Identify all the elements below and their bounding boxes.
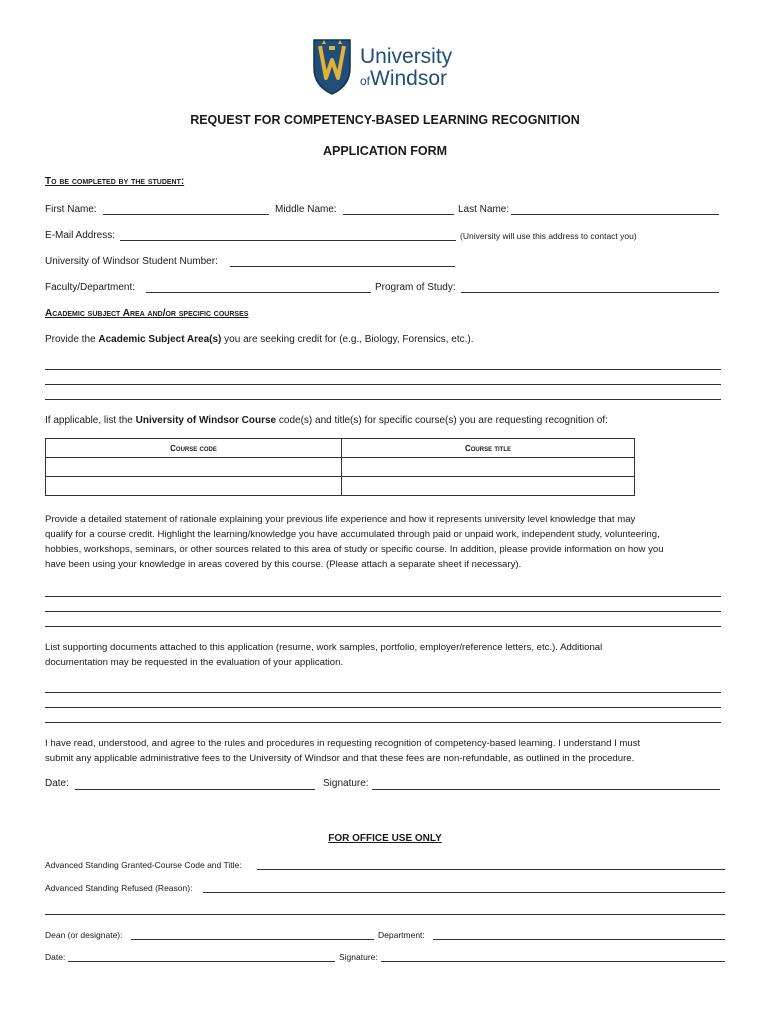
dean-label: Dean (or designate): [45, 930, 123, 940]
logo-of-word: of [360, 74, 371, 88]
agreement-line: submit any applicable administrative fees to the University of Windsor and that these fees are non-refundable, as outlined in the procedure. [45, 753, 635, 764]
supporting-docs-line: documentation may be requested in the evaluation of your application. [45, 657, 344, 668]
supporting-docs-text [45, 640, 602, 670]
agreement-signature-field[interactable] [372, 789, 720, 790]
shield-crest-icon [312, 38, 352, 96]
agreement-line: I have read, understood, and agree to the rules and procedures in requesting recognition of competency-based learning. I understand I must [45, 738, 641, 749]
rationale-line: qualify for a course credit. Highlight the learning/knowledge you have accumulated through paid or unpaid work, independent study, volunteering, [45, 529, 660, 540]
course-code-cell[interactable] [46, 458, 342, 477]
supporting-answer-line-3[interactable] [45, 722, 721, 723]
office-department-label: Department: [378, 930, 425, 940]
rationale-answer-line-1[interactable] [45, 596, 721, 597]
course-code-cell[interactable] [46, 477, 342, 496]
middle-name-label: Middle Name: [275, 204, 337, 215]
agreement-text [45, 736, 640, 766]
rationale-line: Provide a detailed statement of rationale explaining your previous life experience and how it represents university level knowledge that may [45, 514, 636, 525]
faculty-label: Faculty/Department: [45, 282, 136, 293]
form-title: REQUEST FOR COMPETENCY-BASED LEARNING RECOGNITION [190, 113, 580, 127]
first-name-label: First Name: [45, 204, 97, 215]
academic-area-line-3[interactable] [45, 399, 721, 400]
course-table-header-row [46, 439, 635, 458]
academic-area-prompt [45, 334, 474, 346]
supporting-answer-line-2[interactable] [45, 707, 721, 708]
university-logo [312, 38, 462, 98]
granted-field[interactable] [257, 869, 725, 870]
program-field[interactable] [461, 292, 719, 293]
refused-field[interactable] [203, 892, 725, 893]
faculty-field[interactable] [146, 292, 371, 293]
program-label: Program of Study: [375, 282, 456, 293]
middle-name-field[interactable] [343, 214, 454, 215]
office-signature-label: Signature: [339, 952, 378, 962]
rationale-answer-line-2[interactable] [45, 611, 721, 612]
course-prompt-bold: University of Windsor Course [135, 415, 277, 426]
agreement-date-field[interactable] [75, 789, 315, 790]
academic-area-line-2[interactable] [45, 384, 721, 385]
agreement-signature-label: Signature: [323, 778, 369, 789]
course-title-cell[interactable] [342, 477, 635, 496]
supporting-answer-line-1[interactable] [45, 692, 721, 693]
student-section-heading: To be completed by the student: [45, 176, 185, 187]
course-table [45, 438, 635, 496]
student-number-label: University of Windsor Student Number: [45, 256, 218, 267]
agreement-date-label: Date: [45, 778, 69, 789]
office-use-heading: FOR OFFICE USE ONLY [328, 833, 442, 844]
granted-label: Advanced Standing Granted-Course Code and Title: [45, 860, 242, 870]
course-prompt [45, 415, 608, 427]
course-title-header: Course title [342, 439, 635, 458]
email-note: (University will use this address to contact you) [460, 231, 637, 241]
course-title-cell[interactable] [342, 458, 635, 477]
academic-area-line-1[interactable] [45, 369, 721, 370]
academic-area-prompt-post: you are seeking credit for (e.g., Biology, Forensics, etc.). [221, 334, 474, 345]
course-table-row [46, 477, 635, 496]
email-label: E-Mail Address: [45, 230, 116, 241]
rationale-answer-line-3[interactable] [45, 626, 721, 627]
office-signature-field[interactable] [381, 961, 725, 962]
course-prompt-post: code(s) and title(s) for specific course(s) you are requesting recognition of: [276, 415, 608, 426]
email-field[interactable] [120, 240, 456, 241]
office-date-field[interactable] [68, 961, 335, 962]
course-prompt-pre: If applicable, list the [45, 415, 136, 426]
logo-windsor-word: Windsor [370, 67, 448, 90]
course-code-header: Course code [46, 439, 342, 458]
supporting-docs-line: List supporting documents attached to this application (resume, work samples, portfolio, employer/reference letters, etc.). Additional [45, 642, 603, 653]
academic-area-prompt-pre: Provide the [45, 334, 99, 345]
logo-university-word: University [360, 45, 453, 68]
rationale-text [45, 512, 664, 572]
form-subtitle: APPLICATION FORM [322, 144, 448, 158]
academic-section-heading: Academic subject Area and/or specific courses [45, 308, 249, 319]
course-table-row [46, 458, 635, 477]
refused-label: Advanced Standing Refused (Reason): [45, 883, 193, 893]
refused-continuation-line[interactable] [45, 914, 725, 915]
first-name-field[interactable] [103, 214, 269, 215]
dean-field[interactable] [131, 939, 374, 940]
rationale-line: hobbies, workshops, seminars, or other sources related to this area of study or specific course. In addition, please provide information on how you [45, 544, 664, 555]
last-name-label: Last Name: [458, 204, 510, 215]
rationale-line: have been using your knowledge in areas covered by this course. (Please attach a separate sheet if necessary). [45, 559, 522, 570]
last-name-field[interactable] [511, 214, 719, 215]
office-date-label: Date: [45, 952, 66, 962]
academic-area-prompt-bold: Academic Subject Area(s) [98, 334, 222, 345]
student-number-field[interactable] [230, 266, 455, 267]
logo-windsor-line [360, 68, 447, 92]
office-department-field[interactable] [433, 939, 725, 940]
